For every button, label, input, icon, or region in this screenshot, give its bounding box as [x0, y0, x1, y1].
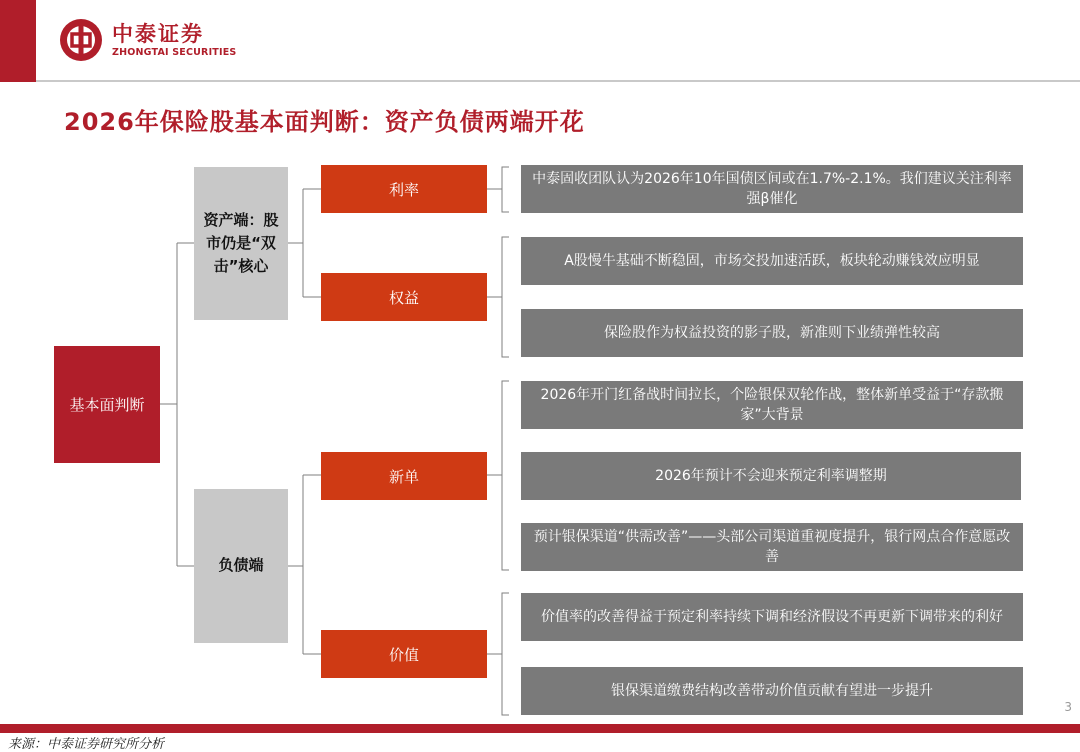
newbiz-detail-connector: [487, 381, 509, 570]
branch-asset-side: 资产端：股市仍是“双击”核心: [194, 167, 288, 320]
equity-detail-connector: [487, 237, 509, 357]
factor-new-business: 新单: [321, 452, 487, 500]
page-title: 2026年保险股基本面判断：资产负债两端开花: [64, 108, 585, 136]
detail-equity-1: A股慢牛基础不断稳固，市场交投加速活跃，板块轮动赚钱效应明显: [521, 237, 1023, 285]
asset-branch-connector: [288, 189, 321, 297]
factor-value: 价值: [321, 630, 487, 678]
value-detail-connector: [487, 593, 509, 715]
rate-detail-connector: [487, 167, 509, 212]
detail-equity-2: 保险股作为权益投资的影子股，新准则下业绩弹性较高: [521, 309, 1023, 357]
root-connector: [160, 243, 194, 566]
diagram-root: 基本面判断: [54, 346, 160, 463]
header-divider: [36, 80, 1080, 82]
brand-name-cn: 中泰证券: [112, 22, 204, 46]
detail-value-1: 价值率的改善得益于预定利率持续下调和经济假设不再更新下调带来的利好: [521, 593, 1023, 641]
footer-accent-bar: [0, 724, 1080, 733]
factor-equity: 权益: [321, 273, 487, 321]
factor-interest-rate: 利率: [321, 165, 487, 213]
source-note: 来源：中泰证券研究所分析: [8, 737, 165, 752]
header-accent-bar: [0, 0, 36, 82]
detail-newbiz-1: 2026年开门红备战时间拉长，个险银保双轮作战，整体新单受益于“存款搬家”大背景: [521, 381, 1023, 429]
brand-name-en: ZHONGTAI SECURITIES: [112, 47, 237, 58]
detail-newbiz-3: 预计银保渠道“供需改善”——头部公司渠道重视度提升，银行网点合作意愿改善: [521, 523, 1023, 571]
detail-newbiz-2: 2026年预计不会迎来预定利率调整期: [521, 452, 1021, 500]
branch-liability-side: 负债端: [194, 489, 288, 643]
detail-rate-1: 中泰固收团队认为2026年10年国债区间或在1.7%-2.1%。我们建议关注利率强β催化: [521, 165, 1023, 213]
zhongtai-logo-icon: [58, 17, 104, 63]
detail-value-2: 银保渠道缴费结构改善带动价值贡献有望进一步提升: [521, 667, 1023, 715]
liability-branch-connector: [288, 475, 321, 654]
page-number: 3: [1064, 700, 1072, 714]
